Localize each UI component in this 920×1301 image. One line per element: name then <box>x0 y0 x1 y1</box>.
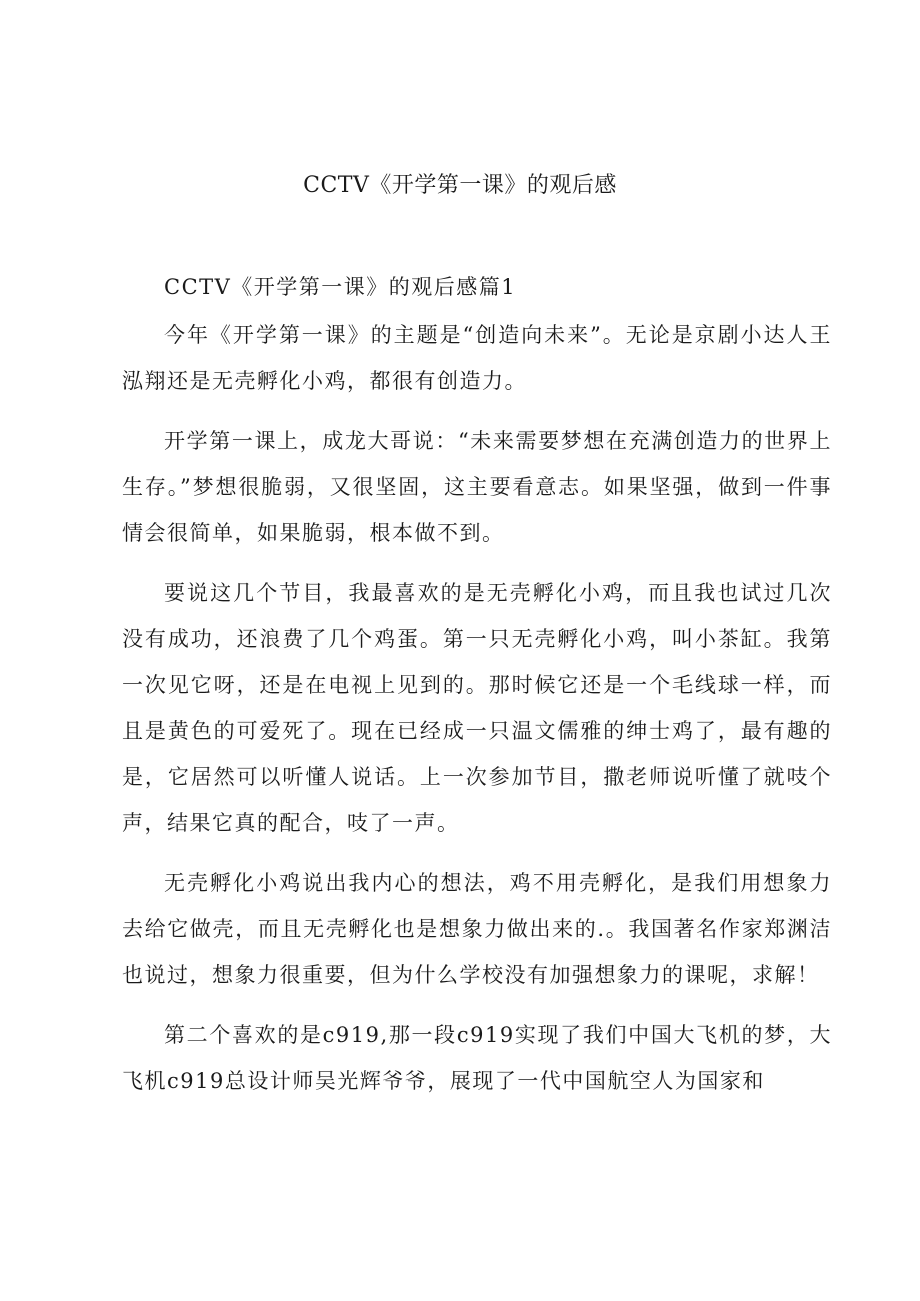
section-heading: CCTV《开学第一课》的观后感篇1 <box>164 275 517 299</box>
paragraph: 无壳孵化小鸡说出我内心的想法，鸡不用壳孵化，是我们用想象力去给它做壳，而且无壳孵化也是想象力做出来的.。我国著名作家郑渊洁也说过，想象力很重要，但为什么学校没有加强想象力的课呢，求解！ <box>122 871 832 987</box>
document-body <box>122 264 832 1118</box>
paragraph: 今年《开学第一课》的主题是“创造向未来”。无论是京剧小达人王泓翔还是无壳孵化小鸡，都很有创造力。 <box>122 323 832 393</box>
paragraph: 要说这几个节目，我最喜欢的是无壳孵化小鸡，而且我也试过几次没有成功，还浪费了几个鸡蛋。第一只无壳孵化小鸡，叫小茶缸。我第一次见它呀，还是在电视上见到的。那时候它还是一个毛线球一样，而且是黄色的可爱死了。现在已经成一只温文儒雅的绅士鸡了，最有趣的是，它居然可以听懂人说话。上一次参加节目，撒老师说听懂了就吱个声，结果它真的配合，吱了一声。 <box>122 581 832 835</box>
paragraph: 第二个喜欢的是c919,那一段c919实现了我们中国大飞机的梦，大飞机c919总设计师吴光辉爷爷，展现了一代中国航空人为国家和 <box>122 1023 832 1093</box>
paragraph: 开学第一课上，成龙大哥说：“未来需要梦想在充满创造力的世界上生存。”梦想很脆弱，又很坚固，这主要看意志。如果坚强，做到一件事情会很简单，如果脆弱，根本做不到。 <box>122 429 832 545</box>
document-title: CCTV《开学第一课》的观后感 <box>303 173 617 198</box>
